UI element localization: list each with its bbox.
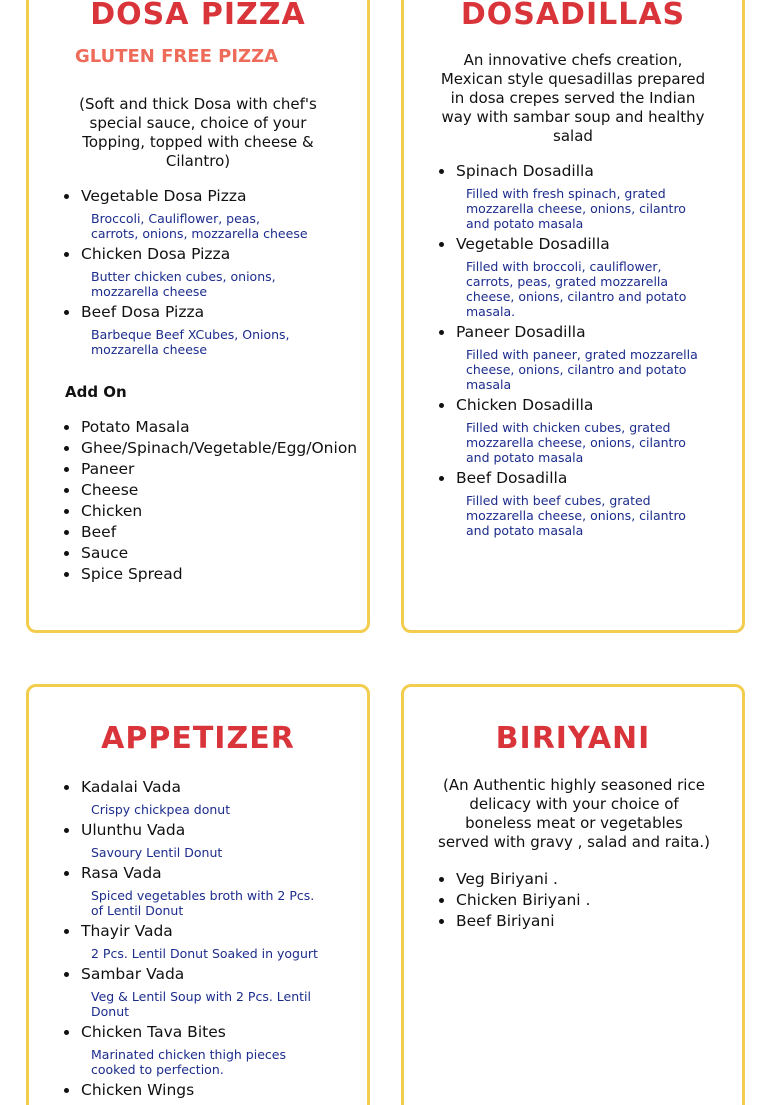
menu-item: Beef Biriyani bbox=[456, 911, 590, 932]
add-on-item: Spice Spread bbox=[81, 564, 357, 585]
biriyani-card bbox=[401, 684, 745, 1105]
dosa-pizza-subtitle: GLUTEN FREE PIZZA bbox=[75, 46, 279, 67]
menu-item-detail: Marinated chicken thigh pieces cooked to perfection. bbox=[91, 1047, 286, 1077]
menu-item bbox=[81, 1022, 321, 1077]
menu-item bbox=[81, 1080, 321, 1101]
biriyani-list bbox=[456, 869, 590, 932]
menu-item-name: Chicken Dosa Pizza bbox=[81, 245, 231, 263]
appetizer-list bbox=[81, 777, 321, 1101]
menu-item-name: Vegetable Dosadilla bbox=[456, 235, 610, 253]
add-on-item: Chicken bbox=[81, 501, 357, 522]
dosadillas-card bbox=[401, 0, 745, 633]
menu-item-detail: Broccoli, Cauliflower, peas, carrots, onions, mozzarella cheese bbox=[91, 211, 308, 241]
dosadillas-description: An innovative chefs creation, Mexican style quesadillas prepared in dosa crepes served the Indian way with sambar soup and healthy salad bbox=[440, 51, 706, 145]
menu-item-detail: Crispy chickpea donut bbox=[91, 802, 231, 817]
appetizer-card bbox=[26, 684, 370, 1105]
menu-item-detail: Filled with chicken cubes, grated mozzarella cheese, onions, cilantro and potato masala bbox=[466, 420, 686, 465]
dosa-pizza-list bbox=[81, 186, 311, 360]
menu-item-name: Rasa Vada bbox=[81, 864, 162, 882]
menu-item-detail: Barbeque Beef XCubes, Onions, mozzarella cheese bbox=[91, 327, 290, 357]
add-on-item: Potato Masala bbox=[81, 417, 357, 438]
menu-item bbox=[81, 302, 311, 357]
biriyani-title: BIRIYANI bbox=[495, 721, 651, 756]
dosa-pizza-title: DOSA PIZZA bbox=[90, 0, 306, 32]
menu-item-detail: Spiced vegetables broth with 2 Pcs. of Lentil Donut bbox=[91, 888, 315, 918]
menu-item-name: Spinach Dosadilla bbox=[456, 162, 594, 180]
menu-item-name: Paneer Dosadilla bbox=[456, 323, 586, 341]
menu-item-name: Kadalai Vada bbox=[81, 778, 182, 796]
menu-item bbox=[456, 161, 706, 231]
menu-item: Chicken Biriyani . bbox=[456, 891, 591, 909]
menu-item-detail: Butter chicken cubes, onions, mozzarella cheese bbox=[91, 269, 276, 299]
menu-item bbox=[456, 234, 706, 319]
biriyani-description: (An Authentic highly seasoned rice delicacy with your choice of boneless meat or vegetables served with gravy , salad and raita.) bbox=[438, 776, 710, 851]
add-on-heading: Add On bbox=[65, 383, 127, 401]
menu-item-detail: Savoury Lentil Donut bbox=[91, 845, 223, 860]
menu-item bbox=[81, 820, 321, 860]
menu-item bbox=[81, 777, 321, 817]
menu-item bbox=[81, 964, 321, 1019]
menu-item-detail: 2 Pcs. Lentil Donut Soaked in yogurt bbox=[91, 946, 318, 961]
add-on-item: Beef bbox=[81, 522, 357, 543]
menu-item-name: Thayir Vada bbox=[81, 922, 173, 940]
menu-item bbox=[81, 863, 321, 918]
add-on-item: Sauce bbox=[81, 543, 357, 564]
dosa-pizza-card bbox=[26, 0, 370, 633]
dosa-pizza-description: (Soft and thick Dosa with chef's special sauce, choice of your Topping, topped with cheese & Cilantro) bbox=[79, 95, 317, 170]
menu-item-name: Beef Dosa Pizza bbox=[81, 303, 205, 321]
appetizer-title: APPETIZER bbox=[101, 721, 295, 756]
dosadillas-title: DOSADILLAS bbox=[460, 0, 686, 32]
menu-item-name: Vegetable Dosa Pizza bbox=[81, 187, 247, 205]
menu-item: Veg Biriyani . bbox=[456, 869, 590, 890]
menu-item-detail: Filled with broccoli, cauliflower, carrots, peas, grated mozzarella cheese, onions, cilantro and potato masala. bbox=[466, 259, 687, 319]
menu-item bbox=[456, 395, 706, 465]
menu-item-name: Sambar Vada bbox=[81, 965, 185, 983]
menu-item-detail: Filled with beef cubes, grated mozzarella cheese, onions, cilantro and potato masala bbox=[466, 493, 686, 538]
add-on-item: Ghee/Spinach/Vegetable/Egg/Onion bbox=[81, 439, 358, 457]
menu-item bbox=[81, 921, 321, 961]
add-on-list bbox=[81, 417, 357, 585]
menu-item-detail: Filled with paneer, grated mozzarella cheese, onions, cilantro and potato masala bbox=[466, 347, 698, 392]
menu-item-name: Chicken Dosadilla bbox=[456, 396, 594, 414]
add-on-item: Paneer bbox=[81, 459, 357, 480]
add-on-item: Cheese bbox=[81, 480, 357, 501]
menu-item-detail: Filled with fresh spinach, grated mozzarella cheese, onions, cilantro and potato masala bbox=[466, 186, 686, 231]
menu-item bbox=[456, 468, 706, 538]
menu-item bbox=[456, 322, 706, 392]
menu-item-detail: Veg & Lentil Soup with 2 Pcs. Lentil Donut bbox=[91, 989, 311, 1019]
menu-item bbox=[81, 244, 311, 299]
menu-item-name: Chicken Wings bbox=[81, 1081, 195, 1099]
menu-item-name: Chicken Tava Bites bbox=[81, 1023, 226, 1041]
menu-item-name: Ulunthu Vada bbox=[81, 821, 186, 839]
dosadillas-list bbox=[456, 161, 706, 541]
menu-item bbox=[81, 186, 311, 241]
menu-item-name: Beef Dosadilla bbox=[456, 469, 568, 487]
